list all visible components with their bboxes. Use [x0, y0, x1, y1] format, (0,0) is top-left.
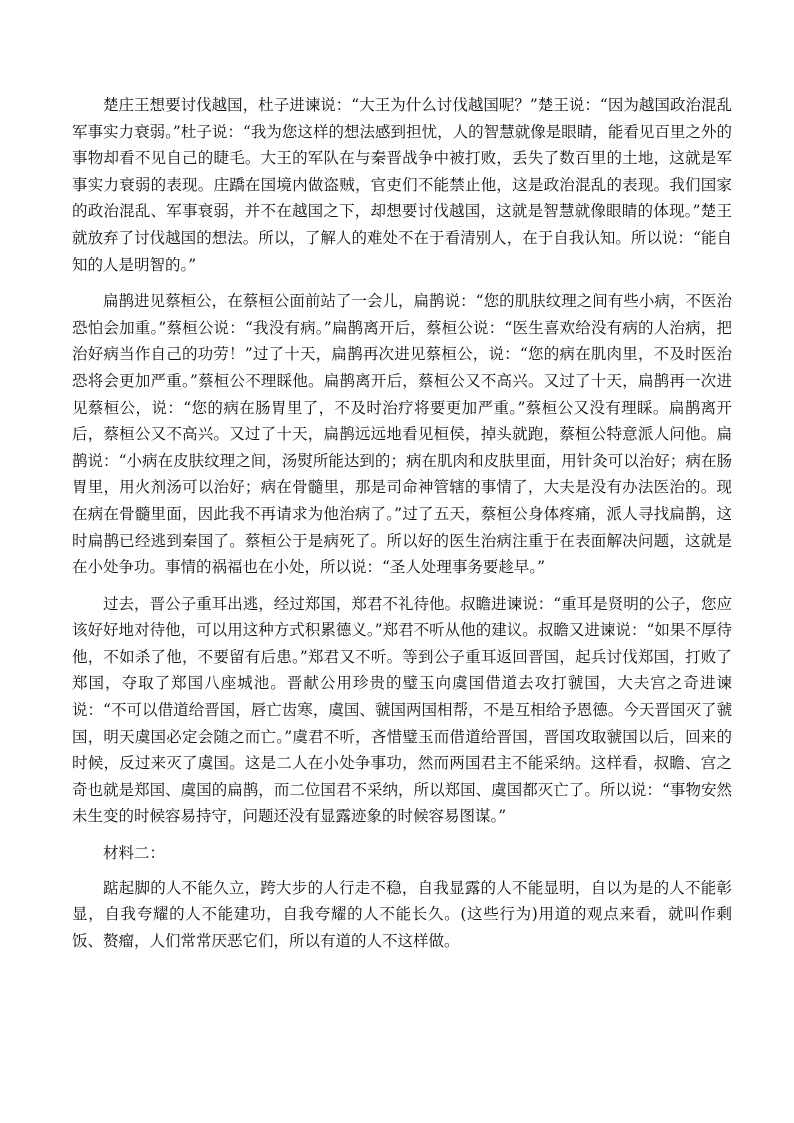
- paragraph-chuzhuangwang: 楚庄王想要讨伐越国，杜子进谏说：“大王为什么讨伐越国呢？”楚王说：“因为越国政治混乱军事实力衰弱。”杜子说：“我为您这样的想法感到担忧，人的智慧就像是眼睛，能看见百里之外的事物却看不见自己的睫毛。大王的军队在与秦晋战争中被打败，丢失了数百里的土地，这就是军事实力衰弱的表现。庄蹻在国境内做盗贼，官吏们不能禁止他，这是政治混乱的表现。我们国家的政治混乱、军事衰弱，并不在越国之下，却想要讨伐越国，这就是智慧就像眼睛的体现。”楚王就放弃了讨伐越国的想法。所以，了解人的难处不在于看清别人，在于自我认知。所以说：“能自知的人是明智的。”: [72, 96, 732, 274]
- paragraph-bianque: 扁鹊进见蔡桓公，在蔡桓公面前站了一会儿，扁鹊说：“您的肌肤纹理之间有些小病，不医治恐怕会加重。”蔡桓公说：“我没有病。”扁鹊离开后，蔡桓公说：“医生喜欢给没有病的人治病，把治好病当作自己的功劳！”过了十天，扁鹊再次进见蔡桓公，说：“您的病在肌肉里，不及时医治恐将会更加严重。”蔡桓公不理睬他。扁鹊离开后，蔡桓公又不高兴。又过了十天，扁鹊再一次进见蔡桓公，说：“您的病在肠胃里了，不及时治疗将要更加严重。”蔡桓公又没有理睬。扁鹊离开后，蔡桓公又不高兴。又过了十天，扁鹊远远地看见桓侯，掉头就跑，蔡桓公特意派人问他。扁鹊说：“小病在皮肤纹理之间，汤熨所能达到的；病在肌肉和皮肤里面，用针灸可以治好；病在肠胃里，用火剂汤可以治好；病在骨髓里，那是司命神管辖的事情了，大夫是没有办法医治的。现在病在骨髓里面，因此我不再请求为他治病了。”过了五天，蔡桓公身体疼痛，派人寻找扁鹊，这时扁鹊已经逃到秦国了。蔡桓公于是病死了。所以好的医生治病注重于在表面解决问题，这就是在小处争功。事情的祸福也在小处，所以说：“圣人处理事务要趁早。”: [72, 292, 732, 577]
- section-heading-material-two: 材料二：: [103, 844, 166, 863]
- paragraph-material-two: 踮起脚的人不能久立，跨大步的人行走不稳，自我显露的人不能显明，自以为是的人不能彰显，自我夸耀的人不能建功，自我夸耀的人不能长久。(这些行为)用道的观点来看，就叫作剩饭、赘瘤，人们常常厌恶它们，所以有道的人不这样做。: [72, 878, 732, 950]
- document-page: [72, 92, 732, 954]
- paragraph-chonger: 过去，晋公子重耳出逃，经过郑国，郑君不礼待他。叔瞻进谏说：“重耳是贤明的公子，您应该好好地对待他，可以用这种方式积累德义。”郑君不听从他的建议。叔瞻又进谏说：“如果不厚待他，不如杀了他，不要留有后患。”郑君又不听。等到公子重耳返回晋国，起兵讨伐郑国，打败了郑国，夺取了郑国八座城池。晋献公用珍贵的璧玉向虞国借道去攻打虢国，大夫宫之奇进谏说：“不可以借道给晋国，唇亡齿寒，虞国、虢国两国相帮，不是互相给予恩德。今天晋国灭了虢国，明天虞国必定会随之而亡。”虞君不听，吝惜璧玉而借道给晋国，晋国攻取虢国以后，回来的时候，反过来灭了虞国。这是二人在小处争事功，然而两国君主不能采纳。这样看，叔瞻、宫之奇也就是郑国、虞国的扁鹊，而二位国君不采纳，所以郑国、虞国都灭亡了。所以说：“事物安然未生变的时候容易持守，问题还没有显露迹象的时候容易图谋。”: [72, 594, 732, 826]
